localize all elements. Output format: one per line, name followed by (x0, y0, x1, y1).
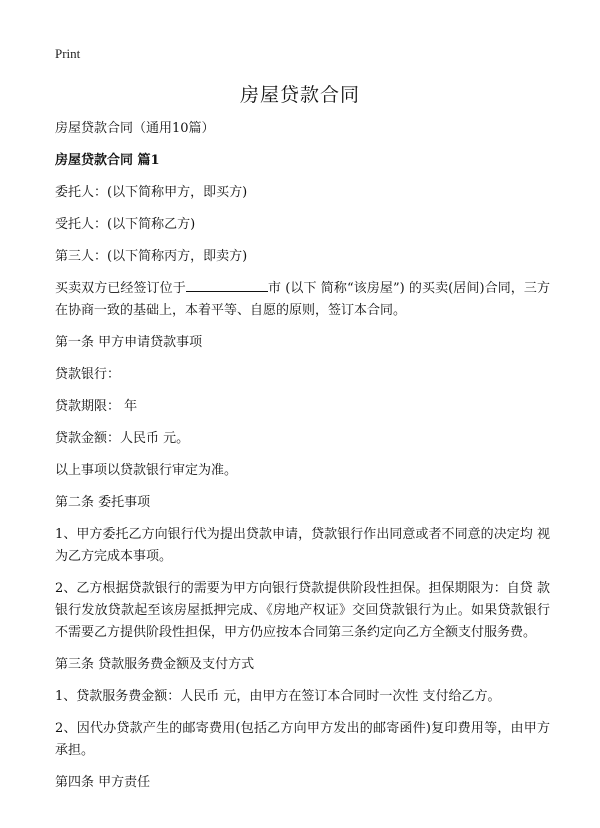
party-client: 委托人：(以下简称甲方，即买方) (55, 185, 248, 200)
loan-term: 贷款期限： 年 (55, 399, 138, 414)
document-subtitle: 房屋贷款合同（通用10篇） (55, 121, 215, 136)
article-4-heading: 第四条 甲方责任 (55, 775, 151, 790)
article-2-clause-2: 2、乙方根据贷款银行的需要为甲方向银行贷款提供阶段性担保。担保期限为：自贷 款银行发放贷款起至该房屋抵押完成、《房地产权证》交回贷款银行为止。如果贷款银行 不需要乙方提供阶段性担保，甲方仍应按本合同第三条约定向乙方全额支付服务费。 (55, 581, 550, 640)
loan-note: 以上事项以贷款银行审定为准。 (55, 463, 238, 478)
intro-text-end: 市 (以下 简称“该房屋”) 的买卖(居间)合同，三方在协商一致的基础上，本着平等、自愿的原则，签订本合同。 (55, 281, 550, 318)
party-third: 第三人：(以下简称丙方，即卖方) (55, 249, 248, 264)
intro-text-start: 买卖双方已经签订位于 (55, 281, 186, 296)
article-1-heading: 第一条 甲方申请贷款事项 (55, 335, 203, 350)
article-3-heading: 第三条 贷款服务费金额及支付方式 (55, 657, 255, 672)
article-3-clause-2: 2、因代办贷款产生的邮寄费用(包括乙方向甲方发出的邮寄函件)复印费用等，由甲方承担。 (55, 721, 550, 758)
print-link[interactable]: Print (55, 46, 81, 61)
document-title: 房屋贷款合同 (239, 84, 360, 106)
section-heading: 房屋贷款合同 篇1 (55, 153, 160, 168)
document-body (55, 118, 550, 804)
article-2-clause-1: 1、甲方委托乙方向银行代为提出贷款申请，贷款银行作出同意或者不同意的决定均 视为乙方完成本事项。 (55, 527, 550, 564)
article-2-heading: 第二条 委托事项 (55, 495, 151, 510)
intro-paragraph (55, 278, 550, 322)
loan-bank: 贷款银行： (55, 367, 121, 382)
article-3-clause-1: 1、贷款服务费金额：人民币 元，由甲方在签订本合同时一次性 支付给乙方。 (55, 689, 501, 704)
loan-amount: 贷款金额：人民币 元。 (55, 431, 190, 446)
party-agent: 受托人：(以下简称乙方) (55, 217, 196, 232)
fill-in-blank (186, 279, 268, 292)
